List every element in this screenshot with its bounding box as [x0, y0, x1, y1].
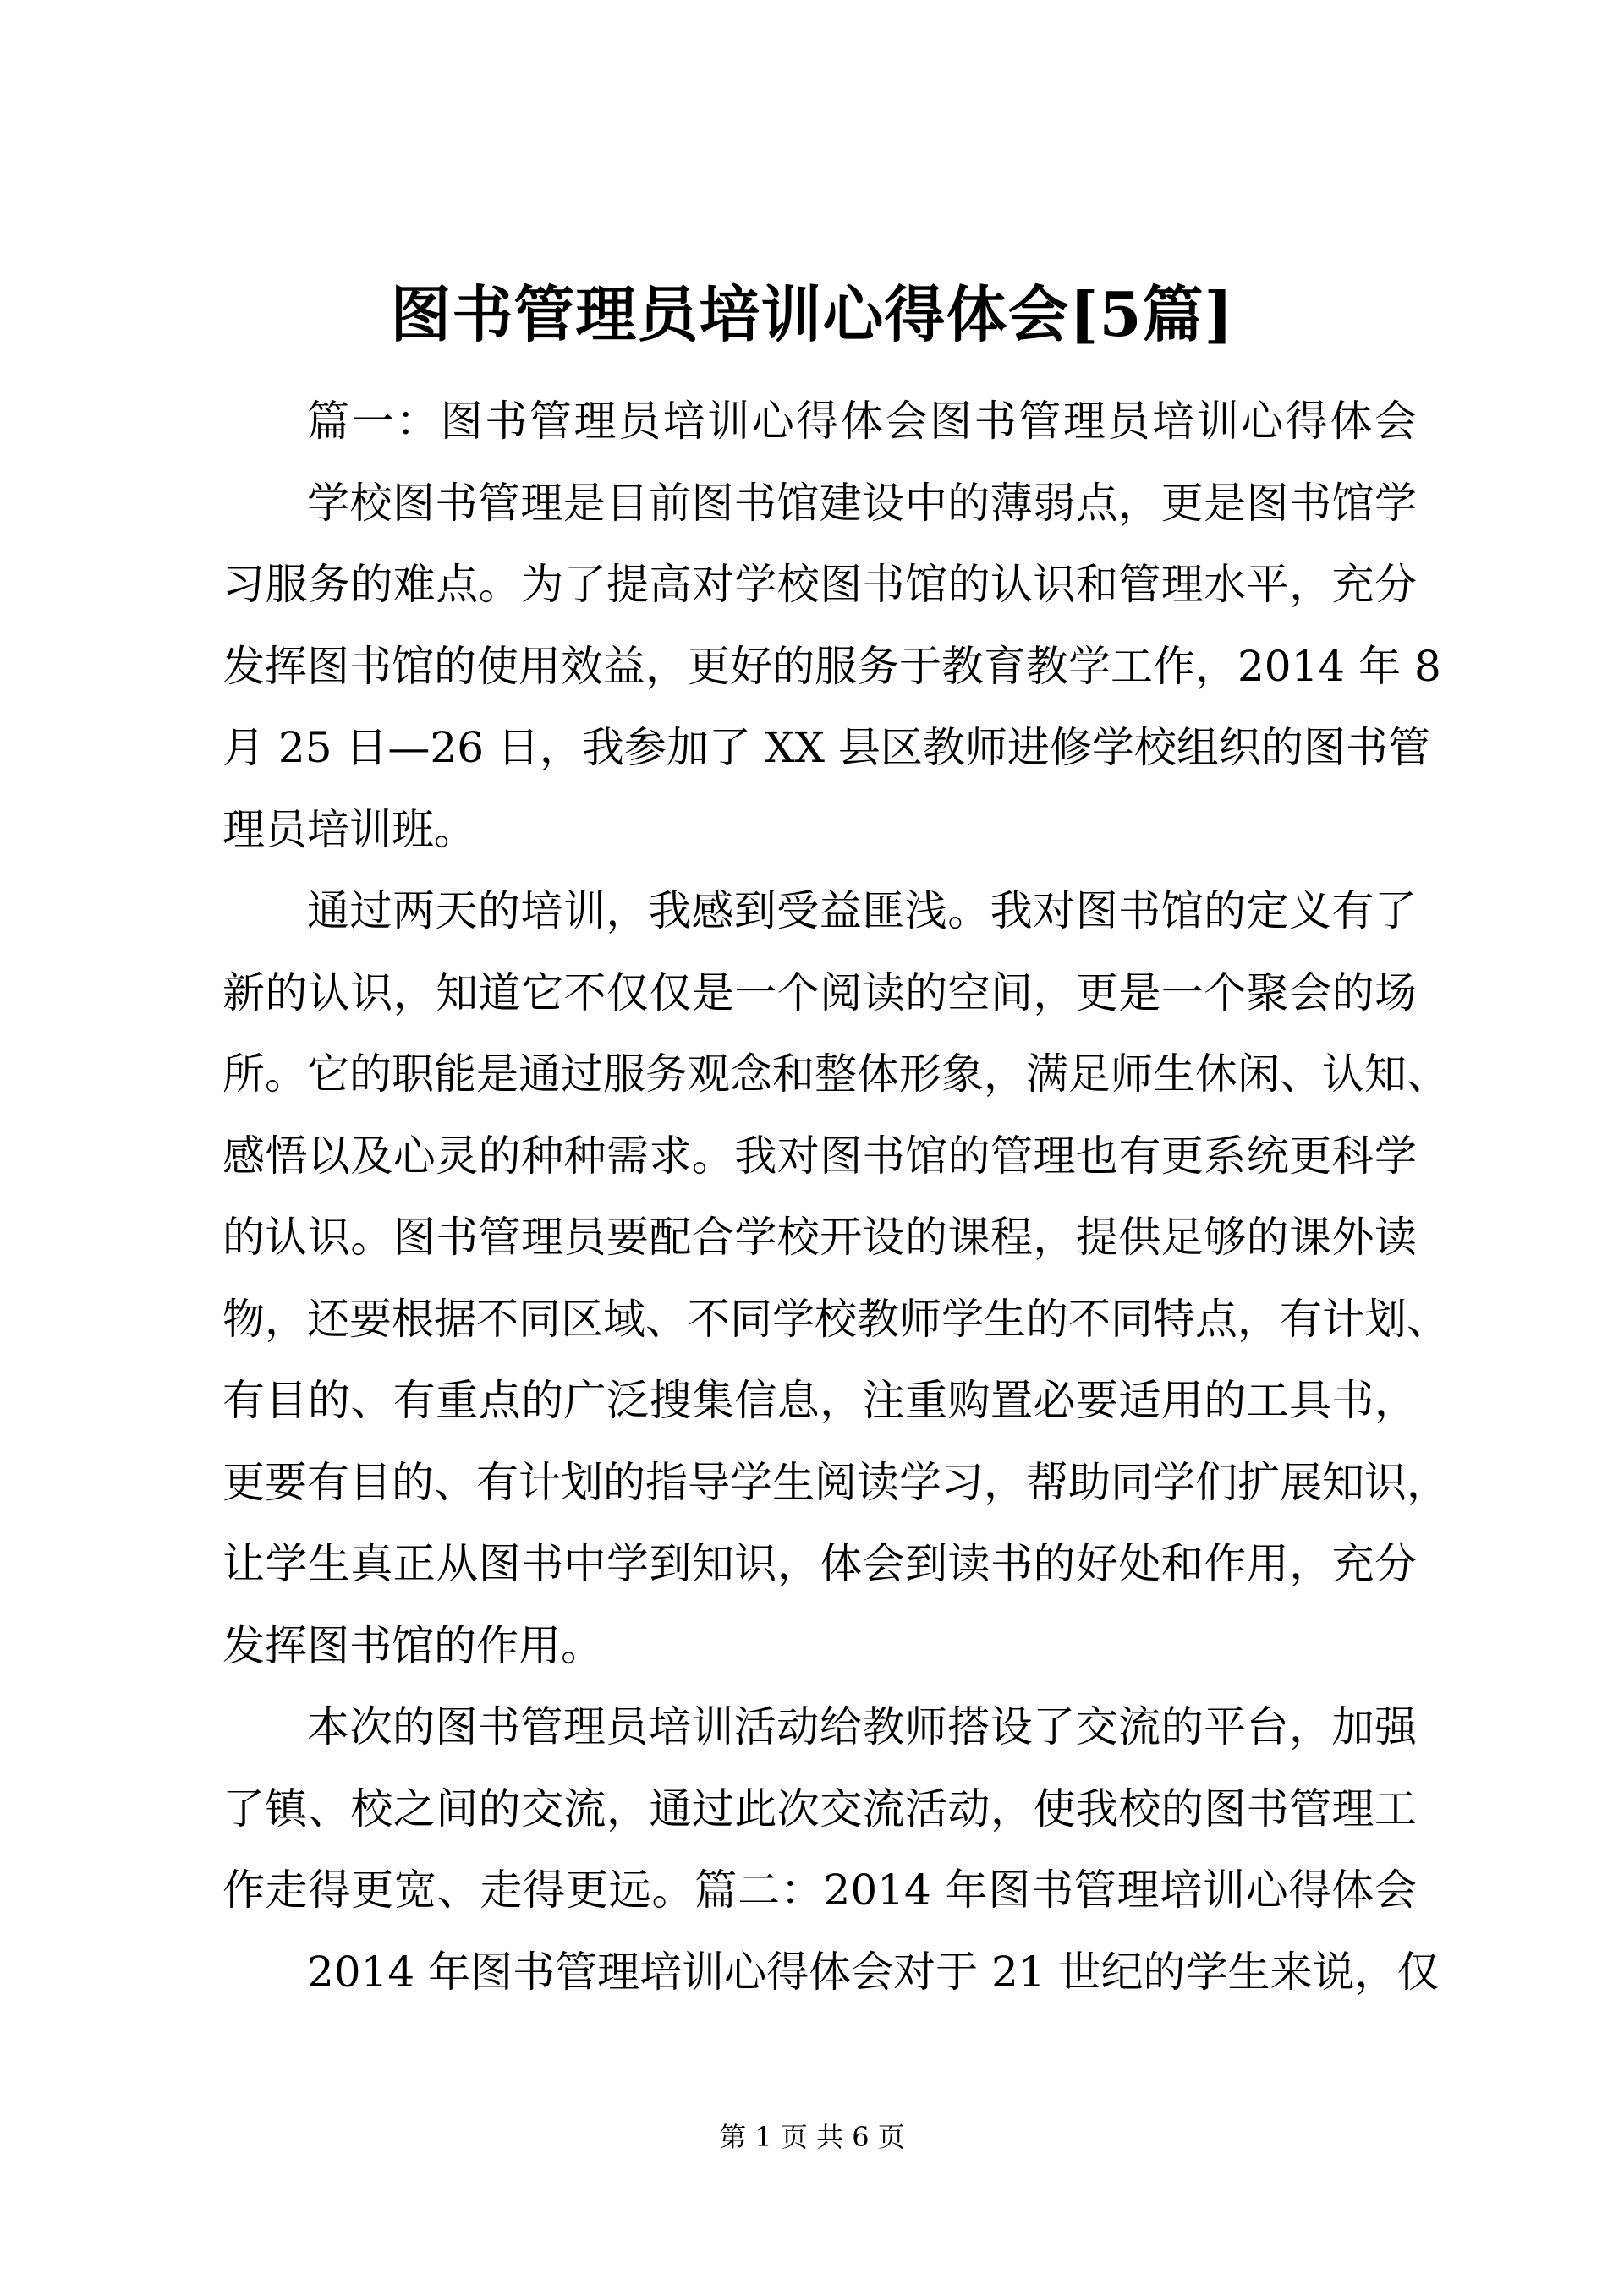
text-line: 发挥图书馆的使用效益，更好的服务于教育教学工作，2014 年 8 — [222, 641, 1441, 691]
text-line: 让学生真正从图书中学到知识，体会到读书的好处和作用，充分 — [222, 1539, 1417, 1588]
text-line: 理员培训班。 — [222, 804, 476, 854]
text-line: 月 25 日—26 日，我参加了 XX 县区教师进修学校组织的图书管 — [222, 723, 1430, 772]
text-line: 本次的图书管理员培训活动给教师搭设了交流的平台，加强 — [307, 1702, 1417, 1751]
text-line: 的认识。图书管理员要配合学校开设的课程，提供足够的课外读 — [222, 1213, 1417, 1262]
text-line: 2014 年图书管理培训心得体会对于 21 世纪的学生来说，仅 — [307, 1947, 1440, 1997]
text-line: 作走得更宽、走得更远。篇二：2014 年图书管理培训心得体会 — [222, 1866, 1417, 1915]
page-footer: 第 1 页 共 6 页 — [719, 2121, 905, 2153]
text-line: 有目的、有重点的广泛搜集信息，注重购置必要适用的工具书， — [222, 1376, 1417, 1425]
text-line: 通过两天的培训，我感到受益匪浅。我对图书馆的定义有了 — [307, 886, 1417, 935]
text-line: 更要有目的、有计划的指导学生阅读学习，帮助同学们扩展知识， — [222, 1457, 1449, 1507]
document-title: 图书管理员培训心得体会[5篇] — [390, 278, 1234, 350]
text-line: 学校图书管理是目前图书馆建设中的薄弱点，更是图书馆学 — [307, 478, 1417, 528]
text-line: 所。它的职能是通过服务观念和整体形象，满足师生休闲、认知、 — [222, 1049, 1449, 1099]
text-line: 了镇、校之间的交流，通过此次交流活动，使我校的图书管理工 — [222, 1784, 1417, 1833]
text-line: 感悟以及心灵的种种需求。我对图书馆的管理也有更系统更科学 — [222, 1131, 1417, 1181]
section-heading: 篇一：图书管理员培训心得体会图书管理员培训心得体会 — [307, 397, 1417, 446]
text-line: 新的认识，知道它不仅仅是一个阅读的空间，更是一个聚会的场 — [222, 967, 1417, 1017]
text-line: 发挥图书馆的作用。 — [222, 1620, 603, 1670]
text-line: 习服务的难点。为了提高对学校图书馆的认识和管理水平，充分 — [222, 560, 1417, 609]
document-body — [222, 381, 1449, 2013]
text-line: 物，还要根据不同区域、不同学校教师学生的不同特点，有计划、 — [222, 1294, 1449, 1344]
